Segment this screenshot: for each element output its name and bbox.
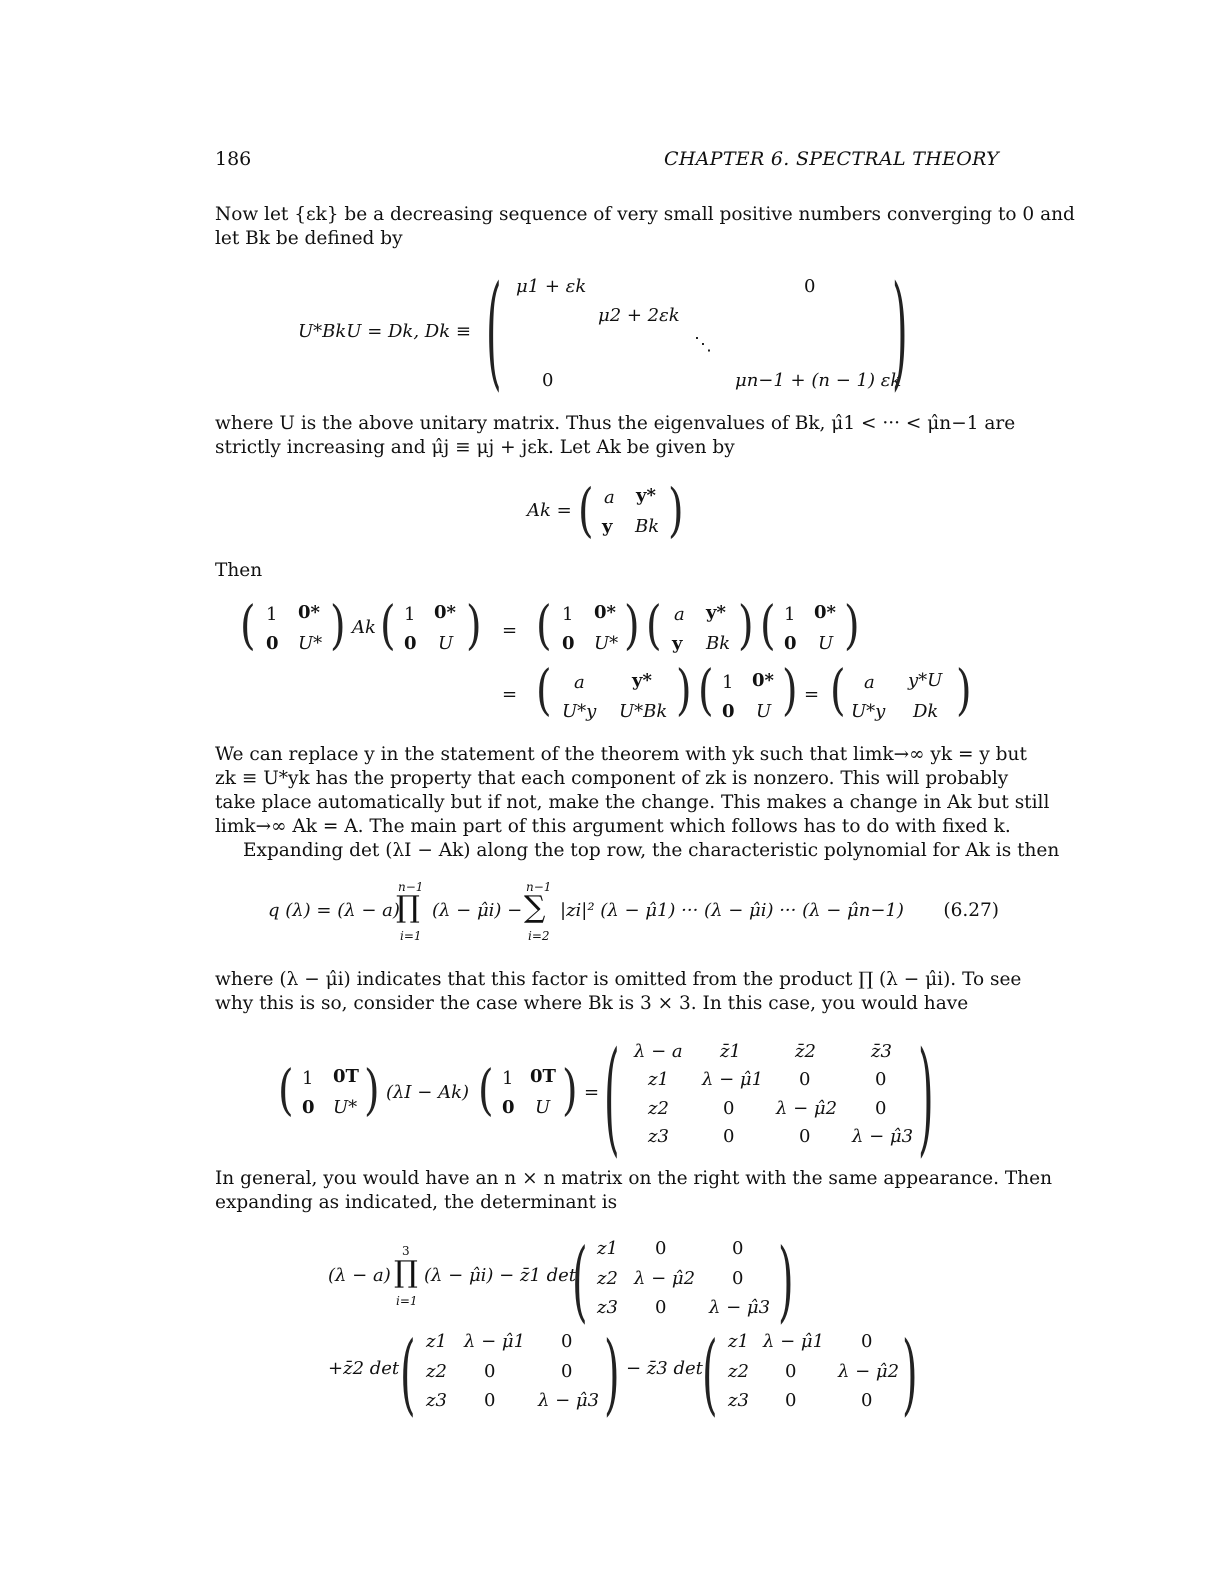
right-paren: ): [364, 1060, 380, 1123]
paragraph-omitted-factor: [215, 968, 1022, 1016]
matrix-entry: 0: [784, 633, 797, 654]
matrix-entry: z2: [597, 1268, 618, 1289]
equation-lhs: q (λ) = (λ − a): [268, 900, 400, 921]
matrix-entry: 1: [784, 604, 796, 625]
limit-sup: n−1: [526, 880, 552, 894]
left-paren: (: [760, 596, 776, 656]
matrix-entry: 0: [723, 1126, 735, 1147]
matrix-entry: 0: [875, 1098, 887, 1119]
matrix-entry: 0: [732, 1238, 744, 1259]
right-paren: ): [676, 660, 692, 723]
equals-sign: =: [584, 1082, 600, 1103]
text-line: We can replace y in the statement of the theorem with yk such that limk→∞ yk = y but: [215, 744, 1027, 765]
matrix-entry: 0: [302, 1097, 315, 1118]
matrix-entry: z1: [597, 1238, 618, 1259]
text-line: why this is so, consider the case where Bk is 3 × 3. In this case, you would have: [215, 993, 969, 1014]
left-paren: (: [278, 1060, 294, 1123]
matrix-dots: ⋱: [694, 334, 712, 355]
matrix-entry: a: [604, 487, 615, 508]
matrix-entry: U*Bk: [619, 701, 668, 722]
equation-term: |zi|² (λ − μ̂1) ··· (λ − μ̂i) ··· (λ − μ̂n−1): [560, 900, 904, 921]
text-line: expanding as indicated, the determinant is: [215, 1192, 618, 1213]
matrix-entry: 0*: [298, 602, 320, 623]
matrix-entry: z3: [648, 1126, 669, 1147]
matrix-entry: 1: [266, 604, 278, 625]
matrix-entry: λ − μ̂2: [776, 1098, 838, 1119]
equation-number: (6.27): [943, 900, 999, 921]
equals-sign: =: [804, 684, 820, 705]
right-paren: ): [562, 1060, 578, 1123]
text-line: zk ≡ U*yk has the property that each component of zk is nonzero. This will probably: [215, 768, 1009, 789]
text-line: Expanding det (λI − Ak) along the top row, the characteristic polynomial for Ak is then: [243, 840, 1060, 861]
left-paren: (: [478, 1060, 494, 1123]
left-paren: (: [380, 596, 396, 656]
limit-sub: i=2: [528, 929, 550, 943]
left-paren: (: [240, 596, 256, 656]
matrix-entry: 0: [484, 1361, 496, 1382]
matrix-entry: U*: [594, 633, 619, 654]
paragraph-intro: [215, 203, 1075, 251]
left-paren: (: [604, 1028, 620, 1171]
matrix-entry: 0: [562, 633, 575, 654]
matrix-entry: λ − μ̂3: [852, 1126, 914, 1147]
matrix-entry: 0: [266, 633, 279, 654]
left-paren: (: [536, 660, 552, 723]
matrix-entry: 0: [722, 701, 735, 722]
matrix-entry: 1: [502, 1068, 514, 1089]
matrix-entry: 0: [875, 1069, 887, 1090]
left-paren: (: [702, 1325, 718, 1427]
matrix-entry: 0T: [333, 1066, 359, 1087]
paragraph-eigenvalues: [215, 412, 1016, 460]
limit-sup: n−1: [398, 880, 424, 894]
left-paren: (: [536, 596, 552, 656]
product-symbol: ∏: [396, 890, 420, 925]
matrix-entry: 0: [502, 1097, 515, 1118]
matrix-entry: 1: [562, 604, 574, 625]
then-label: [215, 559, 1000, 583]
equation-term: − z̄3 det: [626, 1358, 703, 1379]
matrix-entry: 0: [655, 1238, 667, 1259]
matrix-entry: U: [756, 701, 772, 722]
matrix-entry: λ − a: [634, 1041, 683, 1062]
matrix-entry: 0: [799, 1126, 811, 1147]
matrix-entry: z2: [728, 1361, 749, 1382]
matrix-entry: z̄2: [795, 1041, 816, 1062]
limit-sub: i=1: [396, 1294, 418, 1308]
matrix-entry: 0: [542, 370, 554, 391]
matrix-entry: 0: [785, 1361, 797, 1382]
matrix-entry: z3: [597, 1297, 618, 1318]
left-paren: (: [572, 1232, 588, 1334]
matrix-entry: z̄1: [720, 1041, 741, 1062]
matrix-entry: 0: [861, 1390, 873, 1411]
right-paren: ): [918, 1028, 934, 1171]
equals-sign: =: [502, 684, 518, 705]
sum-symbol: ∑: [524, 890, 546, 925]
matrix-entry: y*U: [908, 670, 943, 691]
page-number: 186: [215, 148, 252, 170]
matrix-entry: 0: [799, 1069, 811, 1090]
equation-lhs: U*BkU = Dk, Dk ≡: [298, 321, 471, 342]
paragraph-general: [215, 1167, 1052, 1215]
left-paren: (: [486, 262, 502, 405]
matrix-entry: 0*: [752, 670, 774, 691]
left-paren: (: [400, 1325, 416, 1427]
matrix-entry: U*: [333, 1097, 358, 1118]
text-line: Then: [215, 560, 263, 581]
matrix-entry: 0*: [814, 602, 836, 623]
matrix-entry: U*y: [851, 701, 886, 722]
matrix-entry: U: [818, 633, 834, 654]
right-paren: ): [956, 660, 972, 723]
limit-sup: 3: [402, 1244, 410, 1258]
matrix-entry: y*: [706, 602, 726, 623]
matrix-entry: z3: [426, 1390, 447, 1411]
matrix-entry: z2: [426, 1361, 447, 1382]
matrix-entry: μ1 + εk: [516, 276, 587, 297]
text-line: limk→∞ Ak = A. The main part of this argument which follows has to do with fixed k.: [215, 816, 1011, 837]
matrix-entry: a: [864, 672, 875, 693]
matrix-entry: U: [535, 1097, 551, 1118]
left-paren: (: [830, 660, 846, 723]
matrix-entry: 0: [732, 1268, 744, 1289]
matrix-entry: z1: [426, 1331, 447, 1352]
matrix-entry: a: [574, 672, 585, 693]
matrix-entry: 1: [404, 604, 416, 625]
matrix-entry: λ − μ̂1: [763, 1331, 825, 1352]
matrix-entry: 0: [484, 1390, 496, 1411]
matrix-entry: λ − μ̂2: [838, 1361, 900, 1382]
matrix-entry: U*: [298, 633, 323, 654]
matrix-entry: Bk: [635, 516, 660, 537]
text-line: take place automatically but if not, make the change. This makes a change in Ak but still: [215, 792, 1050, 813]
right-paren: ): [892, 262, 908, 405]
matrix-entry: z1: [728, 1331, 749, 1352]
right-paren: ): [782, 660, 798, 723]
paragraph-replace-y: [215, 743, 1060, 863]
left-paren: (: [698, 660, 714, 723]
matrix-entry: μn−1 + (n − 1) εk: [735, 370, 902, 391]
matrix-entry: μ2 + 2εk: [598, 305, 680, 326]
matrix-entry: z̄3: [871, 1041, 892, 1062]
matrix-entry: 0: [785, 1390, 797, 1411]
matrix-entry: U*y: [562, 701, 597, 722]
text-line: where U is the above unitary matrix. Thus the eigenvalues of Bk, μ̂1 < ··· < μ̂n−1 are: [215, 413, 1016, 434]
equation-term: (λ − μ̂i) − z̄1 det: [424, 1265, 577, 1286]
equation-term: (λ − a): [328, 1265, 391, 1286]
right-paren: ): [778, 1232, 794, 1334]
matrix-entry: 0: [861, 1331, 873, 1352]
text-line: where (λ − μ̂i) indicates that this factor is omitted from the product ∏ (λ − μ̂i). To see: [215, 969, 1022, 990]
equation-term: (λ − μ̂i) −: [432, 900, 523, 921]
matrix-entry: Bk: [706, 633, 731, 654]
right-paren: ): [668, 478, 684, 545]
right-paren: ): [330, 596, 346, 656]
equation-lhs: Ak =: [527, 500, 572, 521]
right-paren: ): [604, 1325, 620, 1427]
text-line: let Bk be defined by: [215, 228, 403, 249]
matrix-entry: λ − μ̂1: [702, 1069, 764, 1090]
matrix-entry: 0: [561, 1361, 573, 1382]
matrix-entry: λ − μ̂3: [538, 1390, 600, 1411]
right-paren: ): [466, 596, 482, 656]
matrix-entry: 1: [302, 1068, 314, 1089]
right-paren: ): [844, 596, 860, 656]
matrix-entry: Dk: [913, 701, 939, 722]
text-line: Now let {εk} be a decreasing sequence of very small positive numbers converging to 0 and: [215, 204, 1075, 225]
matrix-entry: λ − μ̂2: [634, 1268, 696, 1289]
matrix-entry: λ − μ̂1: [464, 1331, 526, 1352]
matrix-entry: 0*: [434, 602, 456, 623]
matrix-label: (λI − Ak): [386, 1082, 469, 1103]
matrix-entry: U: [438, 633, 454, 654]
product-symbol: ∏: [394, 1255, 418, 1290]
left-paren: (: [578, 478, 594, 545]
matrix-entry: 0: [655, 1297, 667, 1318]
matrix-entry: y*: [636, 485, 656, 506]
matrix-entry: z3: [728, 1390, 749, 1411]
equation-term: +z̄2 det: [328, 1358, 400, 1379]
matrix-entry: y: [672, 633, 683, 654]
running-header: CHAPTER 6. SPECTRAL THEORY: [664, 148, 999, 170]
matrix-entry: 0: [561, 1331, 573, 1352]
matrix-entry: 0: [404, 633, 417, 654]
matrix-entry: λ − μ̂3: [709, 1297, 771, 1318]
matrix-entry: 0: [723, 1098, 735, 1119]
right-paren: ): [738, 596, 754, 656]
matrix-entry: z1: [648, 1069, 669, 1090]
right-paren: ): [902, 1325, 918, 1427]
matrix-entry: y*: [632, 670, 652, 691]
matrix-entry: 0: [804, 276, 816, 297]
equals-sign: =: [502, 620, 518, 641]
text-line: In general, you would have an n × n matrix on the right with the same appearance. Then: [215, 1168, 1052, 1189]
matrix-entry: z2: [648, 1098, 669, 1119]
matrix-entry: a: [674, 604, 685, 625]
matrix-entry: 0*: [594, 602, 616, 623]
matrix-entry: 1: [722, 672, 734, 693]
matrix-label: Ak: [352, 617, 376, 638]
right-paren: ): [624, 596, 640, 656]
matrix-entry: 0T: [530, 1066, 556, 1087]
left-paren: (: [646, 596, 662, 656]
text-line: strictly increasing and μ̂j ≡ μj + jεk. Let Ak be given by: [215, 437, 735, 458]
matrix-entry: y: [602, 516, 613, 537]
limit-sub: i=1: [400, 929, 422, 943]
